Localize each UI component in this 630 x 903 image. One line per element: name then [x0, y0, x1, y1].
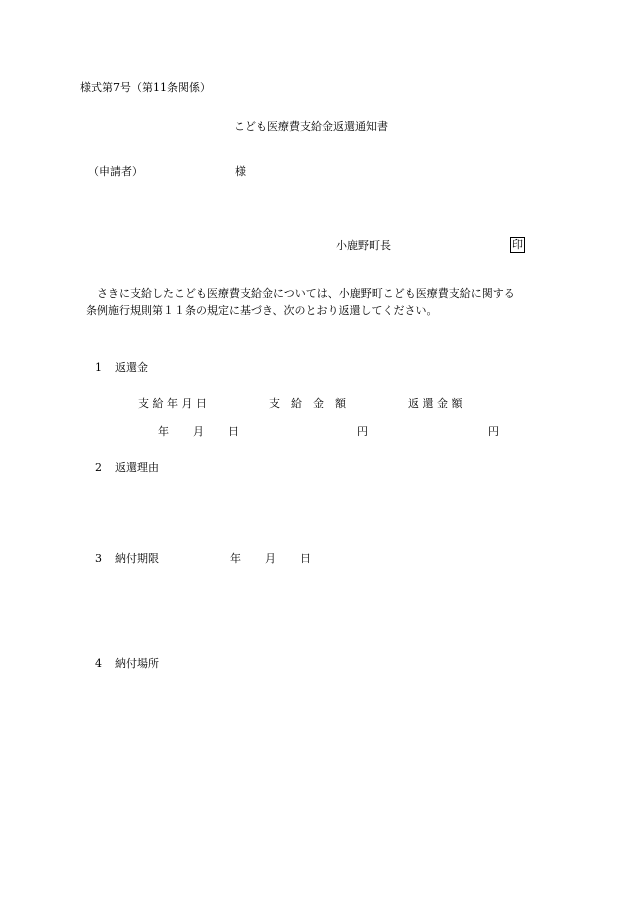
header-refund-amount: 返 還 金 額	[408, 397, 463, 410]
deadline-day-unit: 日	[300, 552, 311, 565]
notice-body-line-1: さきに支給したこども医療費支給金については、小鹿野町こども医療費支給に関する	[97, 287, 515, 300]
document-title: こども医療費支給金返還通知書	[234, 120, 388, 133]
form-number: 様式第7号（第11条関係）	[80, 81, 211, 94]
notice-body	[86, 285, 556, 319]
issuer-name: 小鹿野町長	[336, 239, 391, 252]
section-2-label: 返還理由	[115, 461, 159, 474]
section-1-label: 返還金	[115, 361, 148, 374]
applicant-label: （申請者）	[88, 165, 143, 178]
refund-day-unit: 日	[228, 425, 239, 438]
refund-year-unit: 年	[158, 425, 169, 438]
deadline-month-unit: 月	[265, 552, 276, 565]
section-1-number: 1	[95, 361, 102, 374]
payment-amount-unit: 円	[357, 425, 368, 438]
seal-mark: 印	[512, 238, 523, 251]
refund-month-unit: 月	[193, 425, 204, 438]
deadline-year-unit: 年	[230, 552, 241, 565]
notice-body-line-2: 条例施行規則第１１条の規定に基づき、次のとおり返還してください。	[86, 304, 438, 317]
section-2-number: 2	[95, 461, 102, 474]
section-4-number: 4	[95, 657, 102, 670]
header-payment-date: 支 給 年 月 日	[138, 397, 207, 410]
applicant-honorific: 様	[235, 165, 246, 178]
section-4-label: 納付場所	[115, 657, 159, 670]
refund-amount-unit: 円	[488, 425, 499, 438]
section-3-label: 納付期限	[115, 552, 159, 565]
header-payment-amount: 支 給 金 額	[269, 397, 346, 410]
section-3-number: 3	[95, 552, 102, 565]
